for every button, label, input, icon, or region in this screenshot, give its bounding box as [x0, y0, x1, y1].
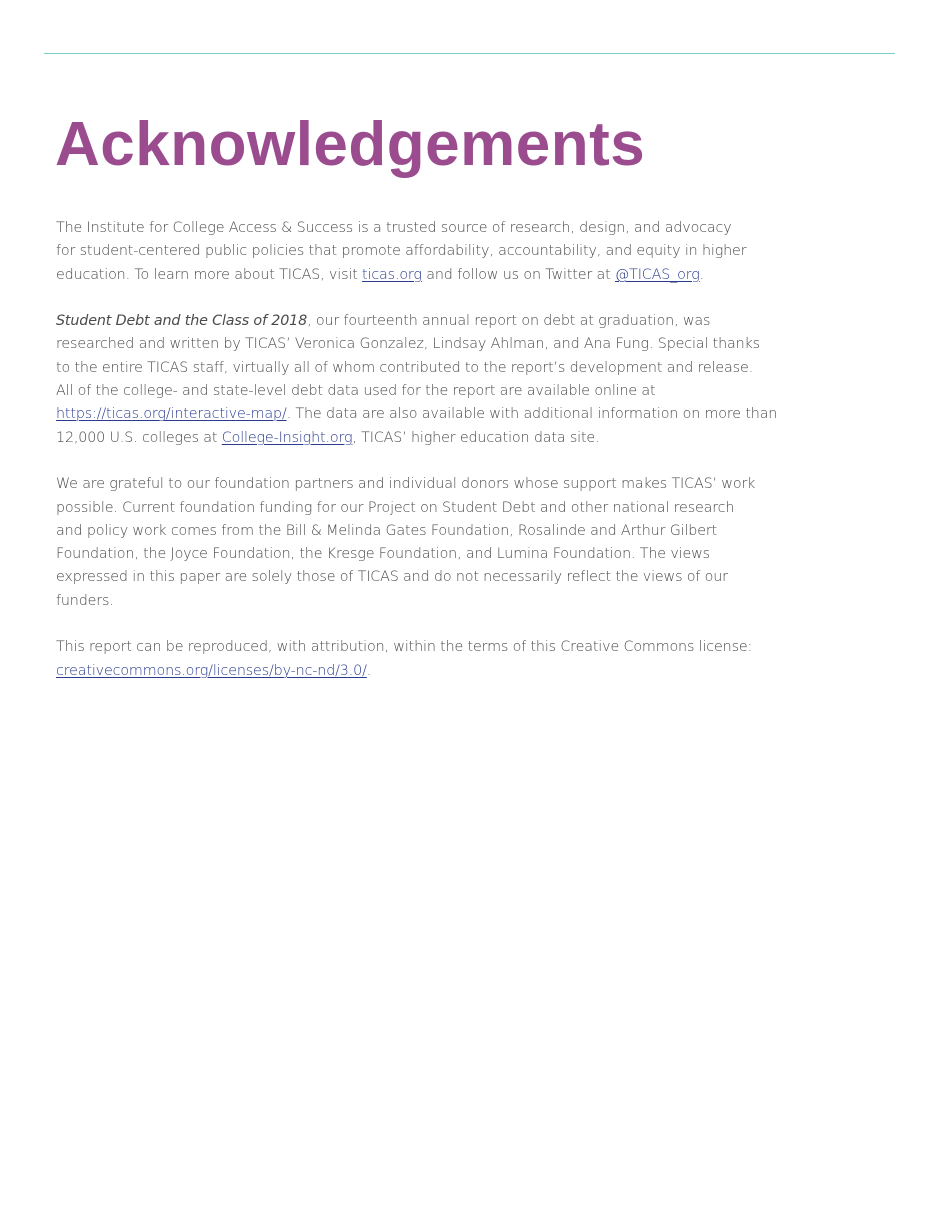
ticas-org-link[interactable]: ticas.org: [362, 266, 422, 283]
text-line: The Institute for College Access & Success is a trusted source of research, design, and advocacy: [56, 220, 732, 236]
text-line: researched and written by TICAS’ Veronica Gonzalez, Lindsay Ahlman, and Ana Fung. Special thanks: [56, 336, 760, 353]
text-line: expressed in this paper are solely those of TICAS and do not necessarily reflect the views of our: [56, 569, 728, 586]
text-segment: education. To learn more about TICAS, visit: [56, 266, 363, 283]
top-divider: [44, 53, 895, 54]
paragraph-license: [56, 636, 776, 683]
text-line: Foundation, the Joyce Foundation, the Kresge Foundation, and Lumina Foundation. The views: [56, 546, 710, 563]
text-line: funders.: [56, 592, 114, 609]
text-line: [56, 427, 776, 450]
creative-commons-license-link[interactable]: creativecommons.org/licenses/by-nc-nd/3.0/: [56, 662, 367, 679]
text-line: [56, 310, 776, 333]
text-line: This report can be reproduced, with attribution, within the terms of this Creative Commons license:: [56, 639, 753, 656]
acknowledgements-body: [56, 217, 776, 706]
text-line: [56, 403, 776, 426]
report-title: Student Debt and the Class of 2018: [56, 313, 308, 330]
text-line: possible. Current foundation funding for our Project on Student Debt and other national research: [56, 499, 735, 516]
text-line: [56, 264, 776, 287]
text-segment: , TICAS’ higher education data site.: [352, 429, 600, 446]
text-line: and policy work comes from the Bill & Melinda Gates Foundation, Rosalinde and Arthur Gilbert: [56, 522, 718, 539]
paragraph-about-ticas: [56, 217, 776, 287]
text-line: to the entire TICAS staff, virtually all of whom contributed to the report’s development and release.: [56, 359, 753, 376]
text-segment: .: [366, 662, 372, 679]
paragraph-funders: [56, 473, 776, 613]
text-segment: 12,000 U.S. colleges at: [56, 429, 222, 446]
text-line: We are grateful to our foundation partners and individual donors whose support makes TICAS’ work: [56, 476, 756, 493]
page-title: Acknowledgements: [55, 110, 646, 179]
text-line: [56, 660, 776, 683]
college-insight-link[interactable]: College-Insight.org: [221, 429, 353, 446]
text-segment: .: [699, 266, 705, 283]
text-segment: . The data are also available with additional information on more than: [286, 406, 778, 423]
interactive-map-link[interactable]: https://ticas.org/interactive-map/: [56, 406, 287, 423]
text-segment: and follow us on Twitter at: [421, 266, 615, 283]
twitter-handle-link[interactable]: @TICAS_org: [614, 266, 700, 283]
text-line: All of the college- and state-level debt data used for the report are available online at: [56, 383, 656, 400]
paragraph-report-credits: [56, 310, 776, 450]
text-line: for student-centered public policies that promote affordability, accountability, and equity in higher: [56, 243, 747, 260]
text-segment: , our fourteenth annual report on debt at graduation, was: [307, 313, 711, 330]
